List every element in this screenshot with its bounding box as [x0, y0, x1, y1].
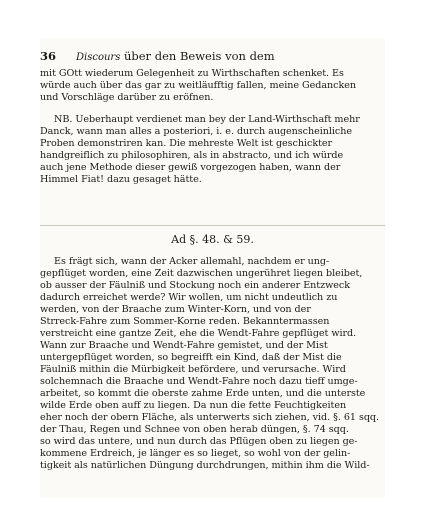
text-line: ob ausser der Fäulniß und Stockung noch ein anderer Entzweck [40, 280, 350, 291]
text-line: Himmel Fiat! dazu gesaget hätte. [40, 174, 202, 185]
text-line: kommene Erdreich, je länger es so lieget, so wohl von der gelin- [40, 448, 351, 459]
book-page [40, 38, 385, 498]
section-heading: Ad §. 48. & 59. [171, 233, 254, 246]
text-line: eher noch der obern Fläche, als unterwerts sich ziehen, vid. §. 61 sqq. [40, 412, 380, 423]
running-title-text: über den Beweis von dem [123, 49, 275, 63]
text-line: untergepflüget worden, so begreifft ein Kind, daß der Mist die [40, 352, 342, 363]
text-line: tigkeit als natürlichen Düngung durchdrungen, mithin ihm die Wild- [40, 460, 370, 471]
text-line: würde auch über das gar zu weitläufftig fallen, meine Gedancken [40, 80, 356, 91]
text-line: der Thau, Regen und Schnee von oben herab düngen, §. 74 sqq. [40, 424, 349, 435]
text-line: Wann zur Braache und Wendt-Fahre gemistet, und der Mist [40, 340, 328, 351]
text-line: Proben demonstriren kan. Die mehreste Welt ist geschickter [40, 138, 333, 149]
running-title-italic: Discours [76, 52, 121, 63]
text-line: arbeitet, so kommt die oberste zahme Erde unten, und die unterste [40, 388, 366, 399]
text-line: mit GOtt wiederum Gelegenheit zu Wirthschaften schenket. Es [40, 68, 344, 79]
text-line: werden, von der Braache zum Winter-Korn, und von der [40, 304, 311, 315]
text-line: gepflüget worden, eine Zeit dazwischen ungerühret liegen bleibet, [40, 268, 363, 279]
section-divider [40, 225, 385, 226]
text-line: wilde Erde oben auff zu liegen. Da nun die fette Feuchtigkeiten [40, 400, 347, 411]
text-line: dadurch erreichet werde? Wir wollen, um nicht undeutlich zu [40, 292, 338, 303]
text-line: auch jene Methode dieser gewiß vorgezogen haben, wann der [40, 162, 341, 173]
text-line: NB. Ueberhaupt verdienet man bey der Land-Wirthschaft mehr [54, 114, 360, 125]
text-line: verstreicht eine gantze Zeit, ehe die Wendt-Fahre gepflüget wird. [40, 328, 357, 339]
text-line: Es frägt sich, wann der Acker allemahl, nachdem er ung- [54, 256, 330, 267]
text-line: handgreiflich zu philosophiren, als in abstracto, und ich würde [40, 150, 344, 161]
text-line: Fäulniß mithin die Mürbigkeit befördere, und verursache. Wird [40, 364, 346, 375]
page-number: 36 [40, 49, 57, 63]
text-line: und Vorschläge darüber zu eröfnen. [40, 92, 214, 103]
text-line: solchemnach die Braache und Wendt-Fahre noch dazu tieff umge- [40, 376, 358, 387]
text-line: so wird das untere, und nun durch das Pflügen oben zu liegen ge- [40, 436, 358, 447]
running-title [76, 47, 275, 67]
text-line: Danck, wann man alles a posteriori, i. e. durch augenscheinliche [40, 126, 353, 137]
page-header [40, 47, 385, 65]
text-line: Strreck-Fahre zum Sommer-Korne reden. Bekanntermassen [40, 316, 330, 327]
